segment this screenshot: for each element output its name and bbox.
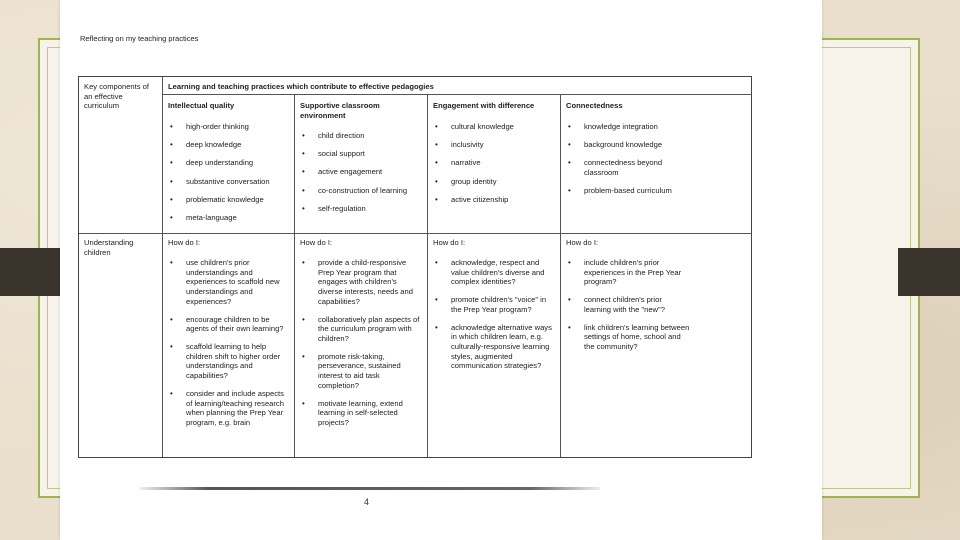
col-heading-intellectual-quality: Intellectual quality (168, 101, 235, 110)
list-item: • group identity (433, 177, 557, 187)
list-item: • promote children's "voice" in the Prep Year program? (433, 295, 557, 314)
connectedness-list (566, 122, 696, 205)
list-item: • consider and include aspects of learning/teaching research when planning the Prep Year program, e.g. brain (168, 389, 290, 428)
list-item: • inclusivity (433, 140, 557, 150)
left-accent-bar (0, 248, 62, 296)
engagement-difference-list (433, 122, 557, 213)
connectedness-how-list (566, 258, 690, 360)
list-item: • acknowledge alternative ways in which children learn, e.g. culturally-responsive learning styles, augmented communication strategies? (433, 323, 557, 372)
list-item: • cultural knowledge (433, 122, 557, 132)
list-item: • high-order thinking (168, 122, 292, 132)
list-item: • motivate learning, extend learning in self-selected projects? (300, 399, 422, 428)
list-item: • child direction (300, 131, 424, 141)
list-item: • self-regulation (300, 204, 424, 214)
list-item: • substantive conversation (168, 177, 292, 187)
list-item: • scaffold learning to help children shift to higher order understandings and capabilities? (168, 342, 290, 381)
intellectual-quality-list (168, 122, 292, 231)
footer-rule (140, 487, 600, 490)
list-item: • encourage children to be agents of their own learning? (168, 315, 290, 334)
right-accent-bar (898, 248, 960, 296)
list-item: • social support (300, 149, 424, 159)
page-title: Reflecting on my teaching practices (80, 34, 199, 43)
row-label-understanding-children: Understanding children (84, 238, 134, 257)
page-number: 4 (364, 497, 370, 507)
list-item: • connect children's prior learning with the "new"? (566, 295, 690, 314)
list-item: • active citizenship (433, 195, 557, 205)
how-do-i-label: How do I: (300, 238, 333, 247)
how-do-i-label: How do I: (168, 238, 201, 247)
list-item: • provide a child-responsive Prep Year program that engages with children's diverse interests, needs and capabilities? (300, 258, 422, 307)
list-item: • narrative (433, 158, 557, 168)
list-item: • connectedness beyond classroom (566, 158, 696, 177)
list-item: • co-construction of learning (300, 186, 424, 196)
list-item: • collaboratively plan aspects of the curriculum program with children? (300, 315, 422, 344)
list-item: • active engagement (300, 167, 424, 177)
intellectual-quality-how-list (168, 258, 290, 456)
list-item: • link children's learning between settings of home, school and the community? (566, 323, 690, 352)
list-item: • background knowledge (566, 140, 696, 150)
list-item: • deep knowledge (168, 140, 292, 150)
col-heading-supportive-environment: Supportive classroom environment (300, 101, 380, 120)
list-item: • knowledge integration (566, 122, 696, 132)
supportive-environment-list (300, 131, 424, 222)
main-header: Learning and teaching practices which contribute to effective pedagogies (168, 82, 434, 91)
list-item: • deep understanding (168, 158, 292, 168)
list-item: • use children's prior understandings and experiences to scaffold new understandings and experiences? (168, 258, 290, 307)
how-do-i-label: How do I: (566, 238, 599, 247)
col-heading-engagement-difference: Engagement with difference (433, 101, 535, 110)
list-item: • include children's prior experiences in the Prep Year program? (566, 258, 690, 287)
list-item: • meta-language (168, 213, 292, 223)
list-item: • promote risk-taking, perseverance, sustained interest to aid task completion? (300, 352, 422, 391)
engagement-difference-how-list (433, 258, 557, 379)
how-do-i-label: How do I: (433, 238, 466, 247)
list-item: • problematic knowledge (168, 195, 292, 205)
corner-header: Key components of an effective curriculum (84, 82, 150, 111)
list-item: • acknowledge, respect and value children's diverse and complex identities? (433, 258, 557, 287)
list-item: • problem-based curriculum (566, 186, 696, 196)
supportive-environment-how-list (300, 258, 422, 436)
col-heading-connectedness: Connectedness (566, 101, 623, 110)
pedagogy-table (78, 76, 752, 458)
